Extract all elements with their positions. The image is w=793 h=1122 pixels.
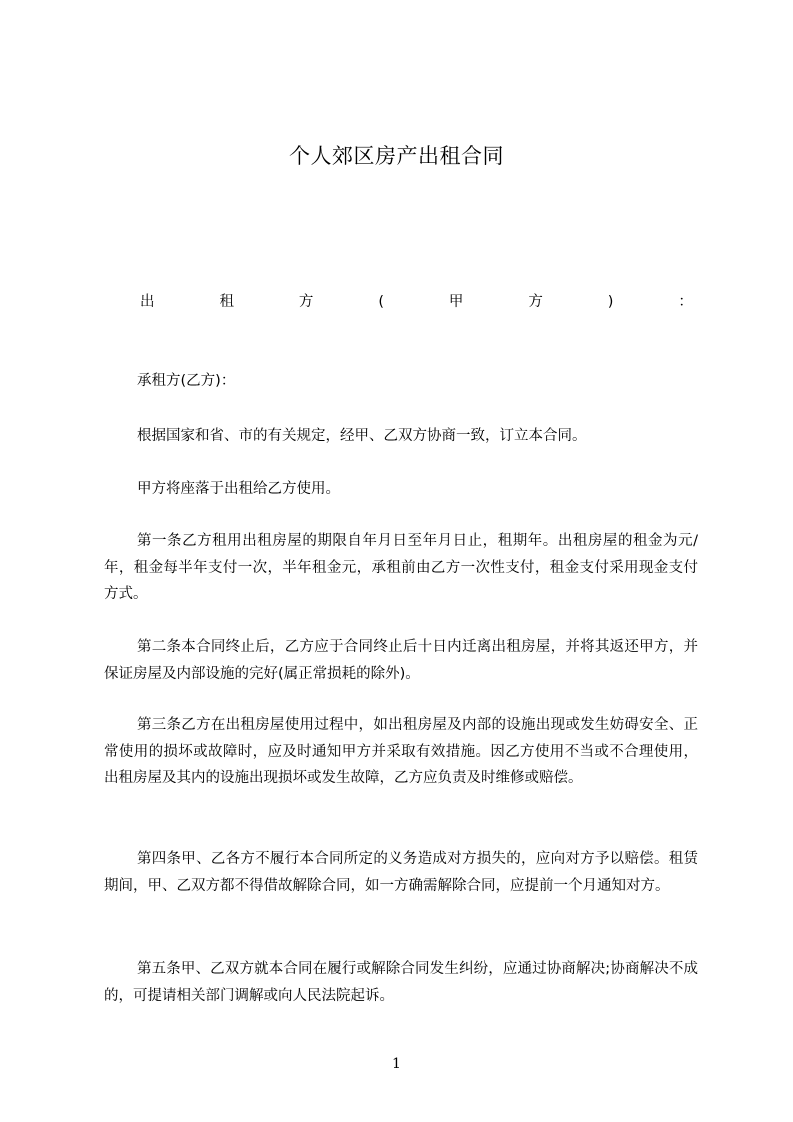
lessor-label-char: ) [607, 294, 614, 310]
lessor-label-char: ( [378, 294, 384, 310]
clause-4-paragraph: 第四条甲、乙各方不履行本合同所定的义务造成对方损失的，应向对方予以赔偿。租赁期间，甲、乙双方都不得借故解除合同，如一方确需解除合同，应提前一个月通知对方。 [104, 851, 698, 894]
lessor-label-char: 出 [140, 294, 155, 310]
preamble-paragraph: 根据国家和省、市的有关规定，经甲、乙双方协商一致，订立本合同。 [137, 428, 587, 444]
lessor-label-char: 方 [298, 294, 314, 310]
lessor-label-char: 租 [219, 294, 234, 310]
lessor-label-char: 甲 [448, 294, 464, 310]
lessor-label-char: 方 [528, 294, 543, 310]
clause-3-paragraph: 第三条乙方在出租房屋使用过程中，如出租房屋及内部的设施出现或发生妨碍安全、正常使用的损坏或故障时，应及时通知甲方并采取有效措施。因乙方使用不当或不合理使用，出租房屋及其内的设施出现损坏或发生故障，乙方应负责及时维修或赔偿。 [104, 717, 698, 786]
property-location-paragraph: 甲方将座落于出租给乙方使用。 [137, 481, 340, 497]
clause-2-paragraph: 第二条本合同终止后，乙方应于合同终止后十日内迁离出租房屋，并将其返还甲方，并保证房屋及内部设施的完好(属正常损耗的除外)。 [104, 639, 698, 682]
document-title: 个人郊区房产出租合同 [289, 144, 504, 168]
clause-5-paragraph: 第五条甲、乙双方就本合同在履行或解除合同发生纠纷，应通过协商解决;协商解决不成的，可提请相关部门调解或向人民法院起诉。 [104, 961, 698, 1004]
page-number: 1 [392, 1056, 401, 1072]
lessee-party-line: 承租方(乙方)： [137, 373, 236, 389]
lessor-party-line [140, 290, 693, 314]
lessor-label-char: ： [678, 294, 693, 310]
clause-1-paragraph: 第一条乙方租用出租房屋的期限自年月日至年月日止，租期年。出租房屋的租金为元/年，租金每半年支付一次，半年租金元，承租前由乙方一次性支付，租金支付采用现金支付方式。 [104, 533, 698, 602]
